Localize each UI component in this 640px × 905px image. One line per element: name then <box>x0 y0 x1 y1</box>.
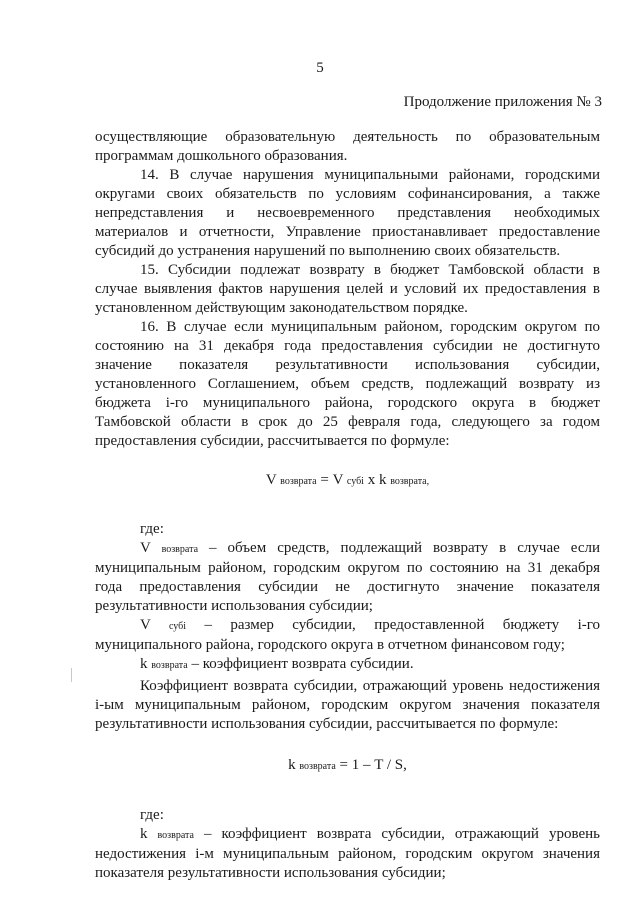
formula2-k: k <box>288 757 296 773</box>
document-body <box>95 128 600 883</box>
definition-k-coefficient <box>95 825 600 883</box>
def-vsub-text: – размер субсидии, предоставленной бюджету i-го муниципального района, городского округа в отчетном финансовом году; <box>95 617 601 653</box>
def-vsub-symbol: V <box>140 617 151 633</box>
formula-k-subscript: возврата, <box>390 476 430 487</box>
def-k1-subscript: возврата <box>151 660 188 671</box>
def-v-symbol: V <box>140 540 151 556</box>
definition-v-return <box>95 539 600 616</box>
formula-v: V <box>265 472 277 488</box>
def-k1-text: – коэффициент возврата субсидии. <box>187 656 414 672</box>
formula-return-volume <box>95 471 600 491</box>
def-k2-text: – коэффициент возврата субсидии, отражающий уровень недостижения i-м муниципальным районом, городским округом значения показателя результативности использования субсидии; <box>95 826 600 881</box>
def-k2-subscript: возврата <box>157 830 194 841</box>
paragraph-14: 14. В случае нарушения муниципальными районами, городскими округами своих обязательств по условиям софинансирования, а также непредставления и несвоевременного представления необходимых материалов и отчетности, Управление приостанавливает предоставление субсидий до устранения нарушений по выполнению своих обязательств. <box>95 167 600 259</box>
page-number: 5 <box>316 60 324 76</box>
where-label-2: где: <box>140 807 164 823</box>
formula2-rest: = 1 – T / S, <box>339 757 407 773</box>
margin-mark <box>71 668 72 682</box>
formula2-k-subscript: возврата <box>299 761 336 772</box>
formula-subi-subscript: субi <box>346 476 364 487</box>
def-v-subscript: возврата <box>161 544 199 555</box>
def-k2-symbol: k <box>140 826 148 842</box>
definition-v-subsidy <box>95 616 600 655</box>
paragraph-15: 15. Субсидии подлежат возврату в бюджет Тамбовской области в случае выявления фактов нарушения целей и условий их предоставления в установленном действующим законодательством порядке. <box>95 262 600 316</box>
formula-v-subscript: возврата <box>280 476 317 487</box>
def-k1-symbol: k <box>140 656 148 672</box>
paragraph-16: 16. В случае если муниципальным районом, городским округом по состоянию на 31 декабря года предоставления субсидии не достигнуто значение показателя результативности использования субсидии, установленного Соглашением, объем средств, подлежащий возврату из бюджета i-го муниципального района, городского округа в бюджет Тамбовской области в срок до 25 февраля года, следующего за годом предоставления субсидии, рассчитывается по формуле: <box>95 319 600 449</box>
paragraph-coefficient: Коэффициент возврата субсидии, отражающий уровень недостижения i-ым муниципальным районом, городским округом значения показателя результативности использования субсидии, рассчитывается по формуле: <box>95 678 600 732</box>
appendix-label: Продолжение приложения № 3 <box>403 94 602 110</box>
def-v-text: – объем средств, подлежащий возврату в случае если муниципальным районом, городским округом по состоянию на 31 декабря года предоставления субсидии не достигнуто значение показателя результативности использования субсидии; <box>95 540 600 614</box>
def-vsub-subscript: субi <box>168 621 187 632</box>
definition-k-return <box>95 655 600 675</box>
formula-equals-v: = V <box>320 472 344 488</box>
formula-coefficient <box>95 756 600 776</box>
where-label-1: где: <box>140 521 164 537</box>
paragraph-continued: осуществляющие образовательную деятельность по образовательным программам дошкольного образования. <box>95 129 600 164</box>
formula-times-k: x k <box>367 472 387 488</box>
